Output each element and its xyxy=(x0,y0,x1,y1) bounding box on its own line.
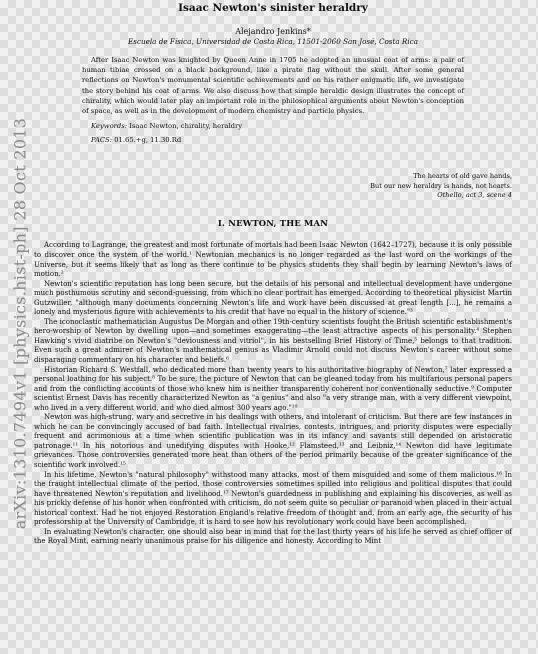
pacs-value: 01.65.+g, 11.30.Rd xyxy=(114,136,182,145)
paragraph-6: In his lifetime, Newton's "natural philosophy" withstood many attacks, most of them misguided and some of them malicious.¹⁶ In the fraught intellectual climate of the period, those controversies sometimes spilled into religious and political disputes that could have threatened Newton's reputation and livelihood.¹⁷ Newton's guardedness in publishing and explaining his discoveries, as well as his prickly defense of his honor when confronted with criticism, do not seem quite so peculiar or paranoid when placed in their actual historical context. Had he not enjoyed Restoration England's relative freedom of thought and, from an early age, the security of his professorship at the University of Cambridge, it is hard to see how his revolutionary work could have been accomplished. xyxy=(34,470,512,527)
keywords-line xyxy=(91,122,464,130)
paragraph-1: According to Lagrange, the greatest and most fortunate of mortals had been Isaac Newton (1642–1727), because it is only possible to discover once the system of the world.¹ Newtonian mechanics is no longer regarded as the last word on the workings of the Universe, but it seems likely that as long as there continue to be physics students they shall begin by learning Newton's laws of motion.² xyxy=(34,241,512,279)
pacs-line xyxy=(91,136,464,144)
paper-title: Isaac Newton's sinister heraldry xyxy=(178,2,368,14)
epigraph-line-2: But our new heraldry is hands, not hearts. xyxy=(370,181,512,190)
abstract: After Isaac Newton was knighted by Queen Anne in 1705 he adopted an unusual coat of arms: a pair of human tibiae crossed on a black background, like a pirate flag without the skull. After some general reflections on Newton's monumental scientific achievements and on his rather enigmatic life, we investigate the story behind his coat of arms. We also discuss how that simple heraldic design illustrates the concept of chirality, which would later play an important role in the philosophical arguments about Newton's conception of space, as well as in the development of modern chemistry and particle physics. xyxy=(82,56,464,116)
keywords-value: Isaac Newton, chirality, heraldry xyxy=(129,122,243,131)
epigraph-source: Othello, act 3, scene 4 xyxy=(437,191,512,200)
paragraph-4: Historian Richard S. Westfall, who dedicated more than twenty years to his authoritative biography of Newton,⁷ later expressed a personal loathing for his subject.⁸ To be sure, the picture of Newton that can be gleaned today from his multifarious personal papers and from the conflicting accounts of those who knew him is neither transparently coherent nor conventionally seductive.⁹ Computer scientist Ernest Davis has recently characterized Newton as "a genius" and also "a very strange man, with a very different viewpoint, who lived in a very different world, and who died almost 300 years ago."¹⁰ xyxy=(34,365,512,412)
paragraph-7: In evaluating Newton's character, one should also bear in mind that for the last thirty years of his life he served as chief officer of the Royal Mint, earning nearly unanimous praise for his diligence and honesty. According to Mint xyxy=(34,527,512,546)
paragraph-3: The iconoclastic mathematician Augustus De Morgan and other 19th-century scientists fought the British scientific establishment's hero-worship of Newton by dwelling upon—and sometimes exaggerating—the least attractive aspects of his personality.⁴ Stephen Hawking's vivid diatribe on Newton's "deviousness and vitriol", in his bestselling Brief History of Time,⁵ belongs to that tradition. Even such a great admirer of Newton's mathematical genius as Vladimir Arnold could not discuss Newton's career without some disparaging commentary on his character and beliefs.⁶ xyxy=(34,317,512,364)
epigraph xyxy=(34,172,512,200)
author-affiliation: Escuela de Física, Universidad de Costa Rica, 11501-2060 San José, Costa Rica xyxy=(128,37,418,46)
arxiv-identifier: arXiv:1310.7494v1 [physics.hist-ph] 28 Oct 2013 xyxy=(10,117,30,530)
paragraph-2: Newton's scientific reputation has long been secure, but the details of his personal and intellectual development have undergone much posthumous scrutiny and second-guessing, from which no clear portrait has emerged. According to theoretical physicist Martin Gutzwiller, "although many documents concerning Newton's life and work have been discussed at great length [...], he remains a lonely and mysterious figure with achievements to his credit that have no equal in the history of science."³ xyxy=(34,279,512,317)
paper-page xyxy=(34,0,512,547)
author-name: Alejandro Jenkins* xyxy=(235,27,311,36)
pacs-label: PACS: xyxy=(91,136,113,145)
body-text xyxy=(34,241,512,547)
paragraph-5: Newton was high-strung, wary and secretive in his dealings with others, and intolerant of criticism. But there are few instances in which he can be convincingly accused of bad faith. Intellectual rivalries, contests, intrigues, and priority disputes were especially frequent and acrimonious at a time when scientific publication was in its infancy and savants still depended on aristocratic patronage.¹¹ In his notorious and unedifying disputes with Hooke,¹² Flamsteed,¹³ and Leibniz,¹⁴ Newton did have legitimate grievances. Those controversies generated more heat than others of the period primarily because of the greater significance of the scientific work involved.¹⁵ xyxy=(34,413,512,470)
epigraph-line-1: The hearts of old gave hands, xyxy=(413,172,512,181)
keywords-label: Keywords: xyxy=(91,122,128,131)
section-heading: I. NEWTON, THE MAN xyxy=(217,218,329,229)
